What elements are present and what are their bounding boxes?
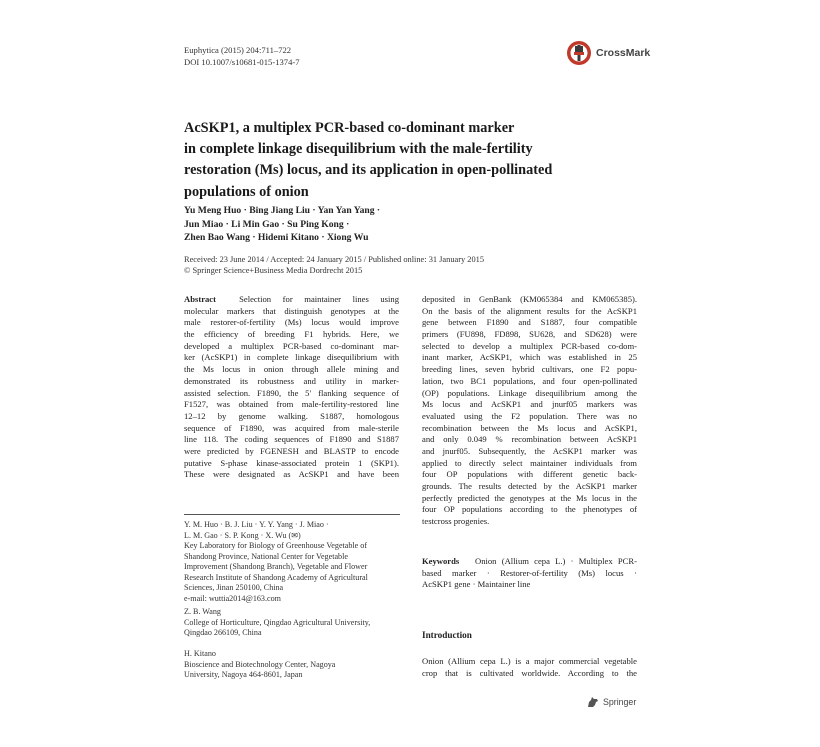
introduction-text	[422, 656, 637, 679]
paper-title	[184, 118, 654, 203]
crossmark-label: CrossMark	[596, 47, 651, 59]
abstract-line: four OP populations with different genetic back-	[422, 469, 637, 480]
affiliation-line: Y. M. Huo · B. J. Liu · Y. Y. Yang · J. Miao ·	[184, 520, 329, 529]
abstract-line: molecular markers that distinguish genotypes at the	[184, 305, 399, 316]
springer-logo	[586, 696, 636, 708]
affiliation-divider	[184, 514, 400, 515]
abstract-line: putative S-phase kinase-associated protein 1 (SKP1).	[184, 457, 399, 468]
keywords-line: AcSKP1 gene · Maintainer line	[422, 579, 531, 590]
keywords-heading: Keywords	[422, 556, 460, 566]
affiliation-block	[184, 649, 399, 681]
abstract-line: the Ms locus in onion through allele mining and	[184, 364, 399, 375]
abstract-line: and jnurf05. Subsequently, the AcSKP1 marker was	[422, 445, 637, 456]
springer-horse-icon	[586, 696, 600, 708]
author-line: Jun Miao · Li Min Gao · Su Ping Kong ·	[184, 218, 350, 230]
author-list	[184, 204, 624, 245]
affiliation-line: Key Laboratory for Biology of Greenhouse Vegetable of	[184, 541, 368, 551]
abstract-line: demonstrated its robustness and utility in marker-	[184, 375, 399, 386]
copyright: © Springer Science+Business Media Dordrecht 2015	[184, 266, 363, 276]
affiliation-line: H. Kitano	[184, 649, 216, 658]
affiliation-block	[184, 520, 399, 604]
abstract-line: primers (FU898, FD898, SU628, and SD628) were	[422, 329, 637, 340]
abstract-line: perfectly predicted the genotypes at the Ms locus in the	[422, 492, 637, 503]
abstract-line: 12–12 by genome walking. S1887, homologous	[184, 410, 399, 421]
abstract-line: sequence of F1890, was acquired from male-sterile	[184, 422, 399, 433]
abstract-line: inant marker, AcSKP1, which was established in 25	[422, 352, 637, 363]
abstract-line: four OP populations according to the phenotypes of	[422, 504, 637, 515]
abstract-line: and only 0.049 % recombination between AcSKP1	[422, 434, 637, 445]
affiliation-line: L. M. Gao · S. P. Kong · X. Wu (✉)	[184, 530, 301, 540]
email-link[interactable]: e-mail: wuttia2014@163.com	[184, 593, 281, 603]
journal-info	[184, 45, 300, 68]
abstract-line: line 118. The coding sequences of F1890 and S1887	[184, 434, 399, 445]
abstract-line: These were designated as AcSKP1 and have been	[184, 469, 399, 480]
abstract-line: grounds. The results detected by the AcSKP1 marker	[422, 481, 637, 491]
abstract-line: testcross progenies.	[422, 516, 490, 527]
crossmark-icon	[566, 40, 592, 66]
affiliation-line: Bioscience and Biotechnology Center, Nagoya	[184, 659, 336, 669]
affiliation-line: Improvement (Shandong Branch), Vegetable and Flower	[184, 562, 368, 572]
abstract-line: the efficiency of breeding F1 hybrids. Here, we	[184, 329, 399, 340]
journal-citation: Euphytica (2015) 204:711–722	[184, 45, 292, 55]
abstract-line: assisted selection. F1890, the 5′ flanking sequence of	[184, 387, 399, 398]
title-line: restoration (Ms) locus, and its application in open-pollinated	[184, 162, 553, 179]
abstract-line: evaluated using the F2 population. There was no	[422, 410, 637, 421]
introduction-line: crop that is cultivated worldwide. According to the	[422, 667, 637, 678]
affiliation-line: Research Institute of Shandong Academy of Agricultural	[184, 572, 368, 582]
affiliation-line: Qingdao 266109, China	[184, 628, 262, 638]
abstract-line: On the basis of the alignment results for the AcSKP1	[422, 305, 637, 316]
abstract-line: ker (AcSKP1) in complete linkage disequilibrium with	[184, 352, 399, 363]
keywords-line: Keywords Onion (Allium cepa L.) · Multiplex PCR-	[422, 556, 637, 566]
author-line: Zhen Bao Wang · Hidemi Kitano · Xiong Wu	[184, 232, 369, 243]
author-line: Yu Meng Huo · Bing Jiang Liu · Yan Yan Yang ·	[184, 205, 381, 216]
springer-label: Springer	[603, 697, 637, 707]
crossmark-badge[interactable]	[566, 40, 650, 66]
abstract-line: applied to directly select maintainer individuals from	[422, 457, 637, 468]
affiliation-block	[184, 607, 399, 639]
affiliation-line: Sciences, Jinan 250100, China	[184, 583, 284, 593]
abstract-line: F1527, was obtained from male-fertility-restored line	[184, 399, 399, 410]
title-line: populations of onion	[184, 183, 309, 200]
publication-dates	[184, 254, 624, 277]
received-dates: Received: 23 June 2014 / Accepted: 24 January 2015 / Published online: 31 January 2015	[184, 255, 485, 264]
affiliation-line: University, Nagoya 464-8601, Japan	[184, 670, 303, 680]
abstract-line: recombination between the Ms locus and AcSKP1,	[422, 422, 637, 433]
abstract-right-column	[422, 294, 637, 528]
introduction-line: Onion (Allium cepa L.) is a major commercial vegetable	[422, 656, 637, 666]
keywords-line: based marker · Restorer-of-fertility (Ms) locus ·	[422, 567, 637, 578]
title-line: AcSKP1, a multiplex PCR-based co-dominant marker	[184, 120, 515, 136]
affiliation-line: Shandong Province, National Center for Vegetable	[184, 551, 348, 561]
affiliation-line: College of Horticulture, Qingdao Agricultural University,	[184, 617, 371, 627]
abstract-line: Ms locus and AcSKP1 and jnurf05 markers was	[422, 399, 637, 410]
abstract-line: selected to develop a multiplex PCR-based co-dom-	[422, 340, 637, 351]
affiliation-line: Z. B. Wang	[184, 607, 221, 616]
abstract-line: developed a multiplex PCR-based co-dominant mar-	[184, 340, 399, 351]
abstract-line: Abstract Selection for maintainer lines using	[184, 294, 399, 304]
abstract-left-column	[184, 294, 399, 481]
abstract-line: deposited in GenBank (KM065384 and KM065385).	[422, 294, 637, 304]
title-line: in complete linkage disequilibrium with the male-fertility	[184, 141, 533, 158]
abstract-line: (OP) populations. Linkage disequilibrium among the	[422, 387, 637, 398]
abstract-line: male restorer-of-fertility (Ms) locus would improve	[184, 317, 399, 328]
keywords-section	[422, 556, 637, 591]
abstract-heading: Abstract	[184, 294, 216, 304]
doi[interactable]: DOI 10.1007/s10681-015-1374-7	[184, 56, 300, 67]
introduction-heading: Introduction	[422, 630, 472, 640]
abstract-line: lation, two BC1 populations, and four open-pollinated	[422, 375, 637, 386]
abstract-line: gene between F1890 and S1887, four compatible	[422, 317, 637, 328]
abstract-line: were predicted by FGENESH and BLASTP to encode	[184, 445, 399, 456]
abstract-line: breeding lines, seven hybrid cultivars, one F2 popu-	[422, 364, 637, 375]
